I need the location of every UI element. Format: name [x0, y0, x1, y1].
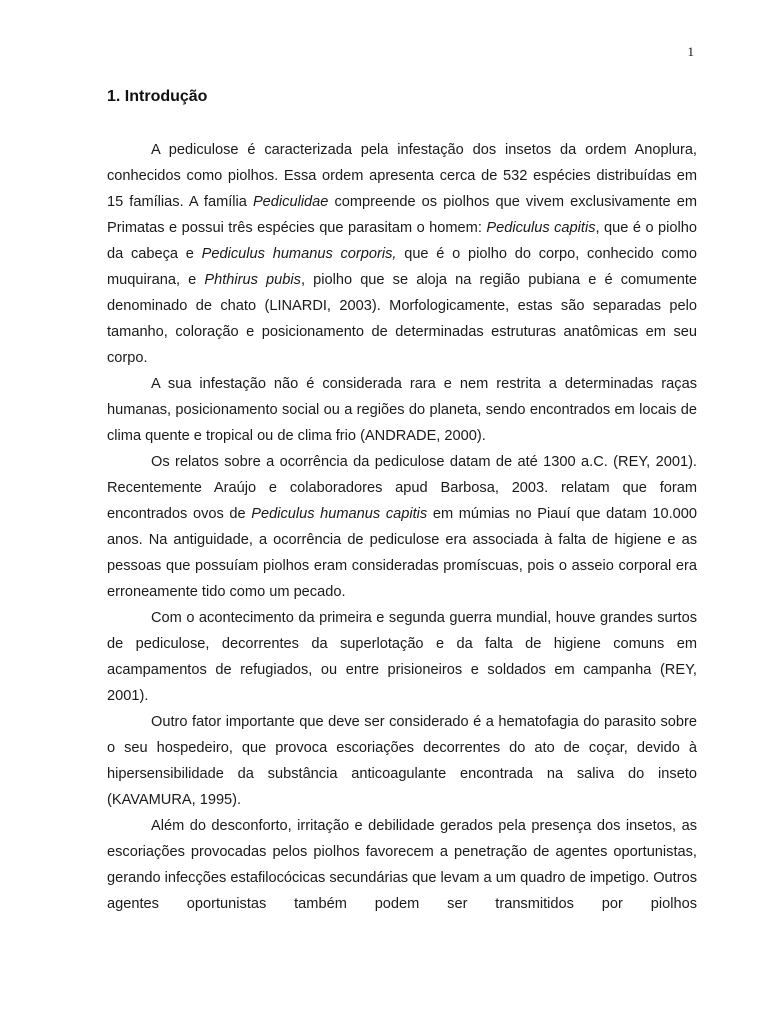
- text-run: que é o piolho do corpo, conhecido como muquirana, e: [107, 246, 698, 288]
- body-text: [107, 137, 697, 917]
- italic-text: Pediculidae: [252, 194, 329, 210]
- italic-text: Phthirus pubis: [204, 272, 301, 288]
- text-run: , que é o piolho da cabeça e: [107, 220, 697, 262]
- italic-text: Pediculus humanus capitis: [251, 506, 428, 522]
- italic-text: Pediculus capitis: [486, 220, 596, 236]
- text-run: em múmias no Piauí que datam 10.000 anos. Na antiguidade, a ocorrência de pediculose era associada à falta de higiene e as pessoas que possuíam piolhos eram consideradas promíscuas, pois o asseio corporal era erroneamente tido como um pecado.: [107, 506, 697, 600]
- page-number: 1: [687, 44, 694, 59]
- italic-text: Pediculus humanus corporis,: [201, 246, 397, 262]
- paragraph: [107, 137, 697, 371]
- text-run: compreende os piolhos que vivem exclusivamente em Primatas e possui três espécies que parasitam o homem:: [107, 194, 697, 236]
- text-run: A pediculose é caracterizada pela infestação dos insetos da ordem Anoplura, conhecidos como piolhos. Essa ordem apresenta cerca de 532 espécies distribuídas em 15 famílias. A família: [107, 142, 697, 210]
- text-run: Com o acontecimento da primeira e segunda guerra mundial, houve grandes surtos de pediculose, decorrentes da superlotação e da falta de higiene comuns em acampamentos de refugiados, ou entre prisioneiros e soldados em campanha (REY, 2001).: [107, 610, 697, 704]
- paragraph: [107, 371, 697, 449]
- paragraph: [107, 605, 697, 709]
- section-heading: 1. Introdução: [107, 88, 208, 105]
- text-run: , piolho que se aloja na região pubiana e é comumente denominado de chato (LINARDI, 2003). Morfologicamente, estas são separadas pelo tamanho, coloração e posicionamento de determinadas estruturas anatômicas em seu corpo.: [107, 272, 697, 366]
- text-run: A sua infestação não é considerada rara e nem restrita a determinadas raças humanas, posicionamento social ou a regiões do planeta, sendo encontrados em locais de clima quente e tropical ou de clima frio (ANDRADE, 2000).: [107, 376, 697, 444]
- paragraph: [107, 449, 697, 605]
- paragraph: [107, 709, 697, 813]
- text-run: Os relatos sobre a ocorrência da pediculose datam de até 1300 a.C. (REY, 2001). Recentemente Araújo e colaboradores apud Barbosa, 2003. relatam que foram encontrados ovos de: [107, 454, 697, 522]
- paragraph: [107, 813, 697, 917]
- text-run: Além do desconforto, irritação e debilidade gerados pela presença dos insetos, as escoriações provocadas pelos piolhos favorecem a penetração de agentes oportunistas, gerando infecções estafilocócicas secundárias que levam a um quadro de impetigo. Outros agentes oportunistas também podem ser transmitidos por piolhos: [107, 818, 697, 912]
- text-run: Outro fator importante que deve ser considerado é a hematofagia do parasito sobre o seu hospedeiro, que provoca escoriações decorrentes do ato de coçar, devido à hipersensibilidade da substância anticoagulante encontrada na saliva do inseto (KAVAMURA, 1995).: [107, 714, 697, 808]
